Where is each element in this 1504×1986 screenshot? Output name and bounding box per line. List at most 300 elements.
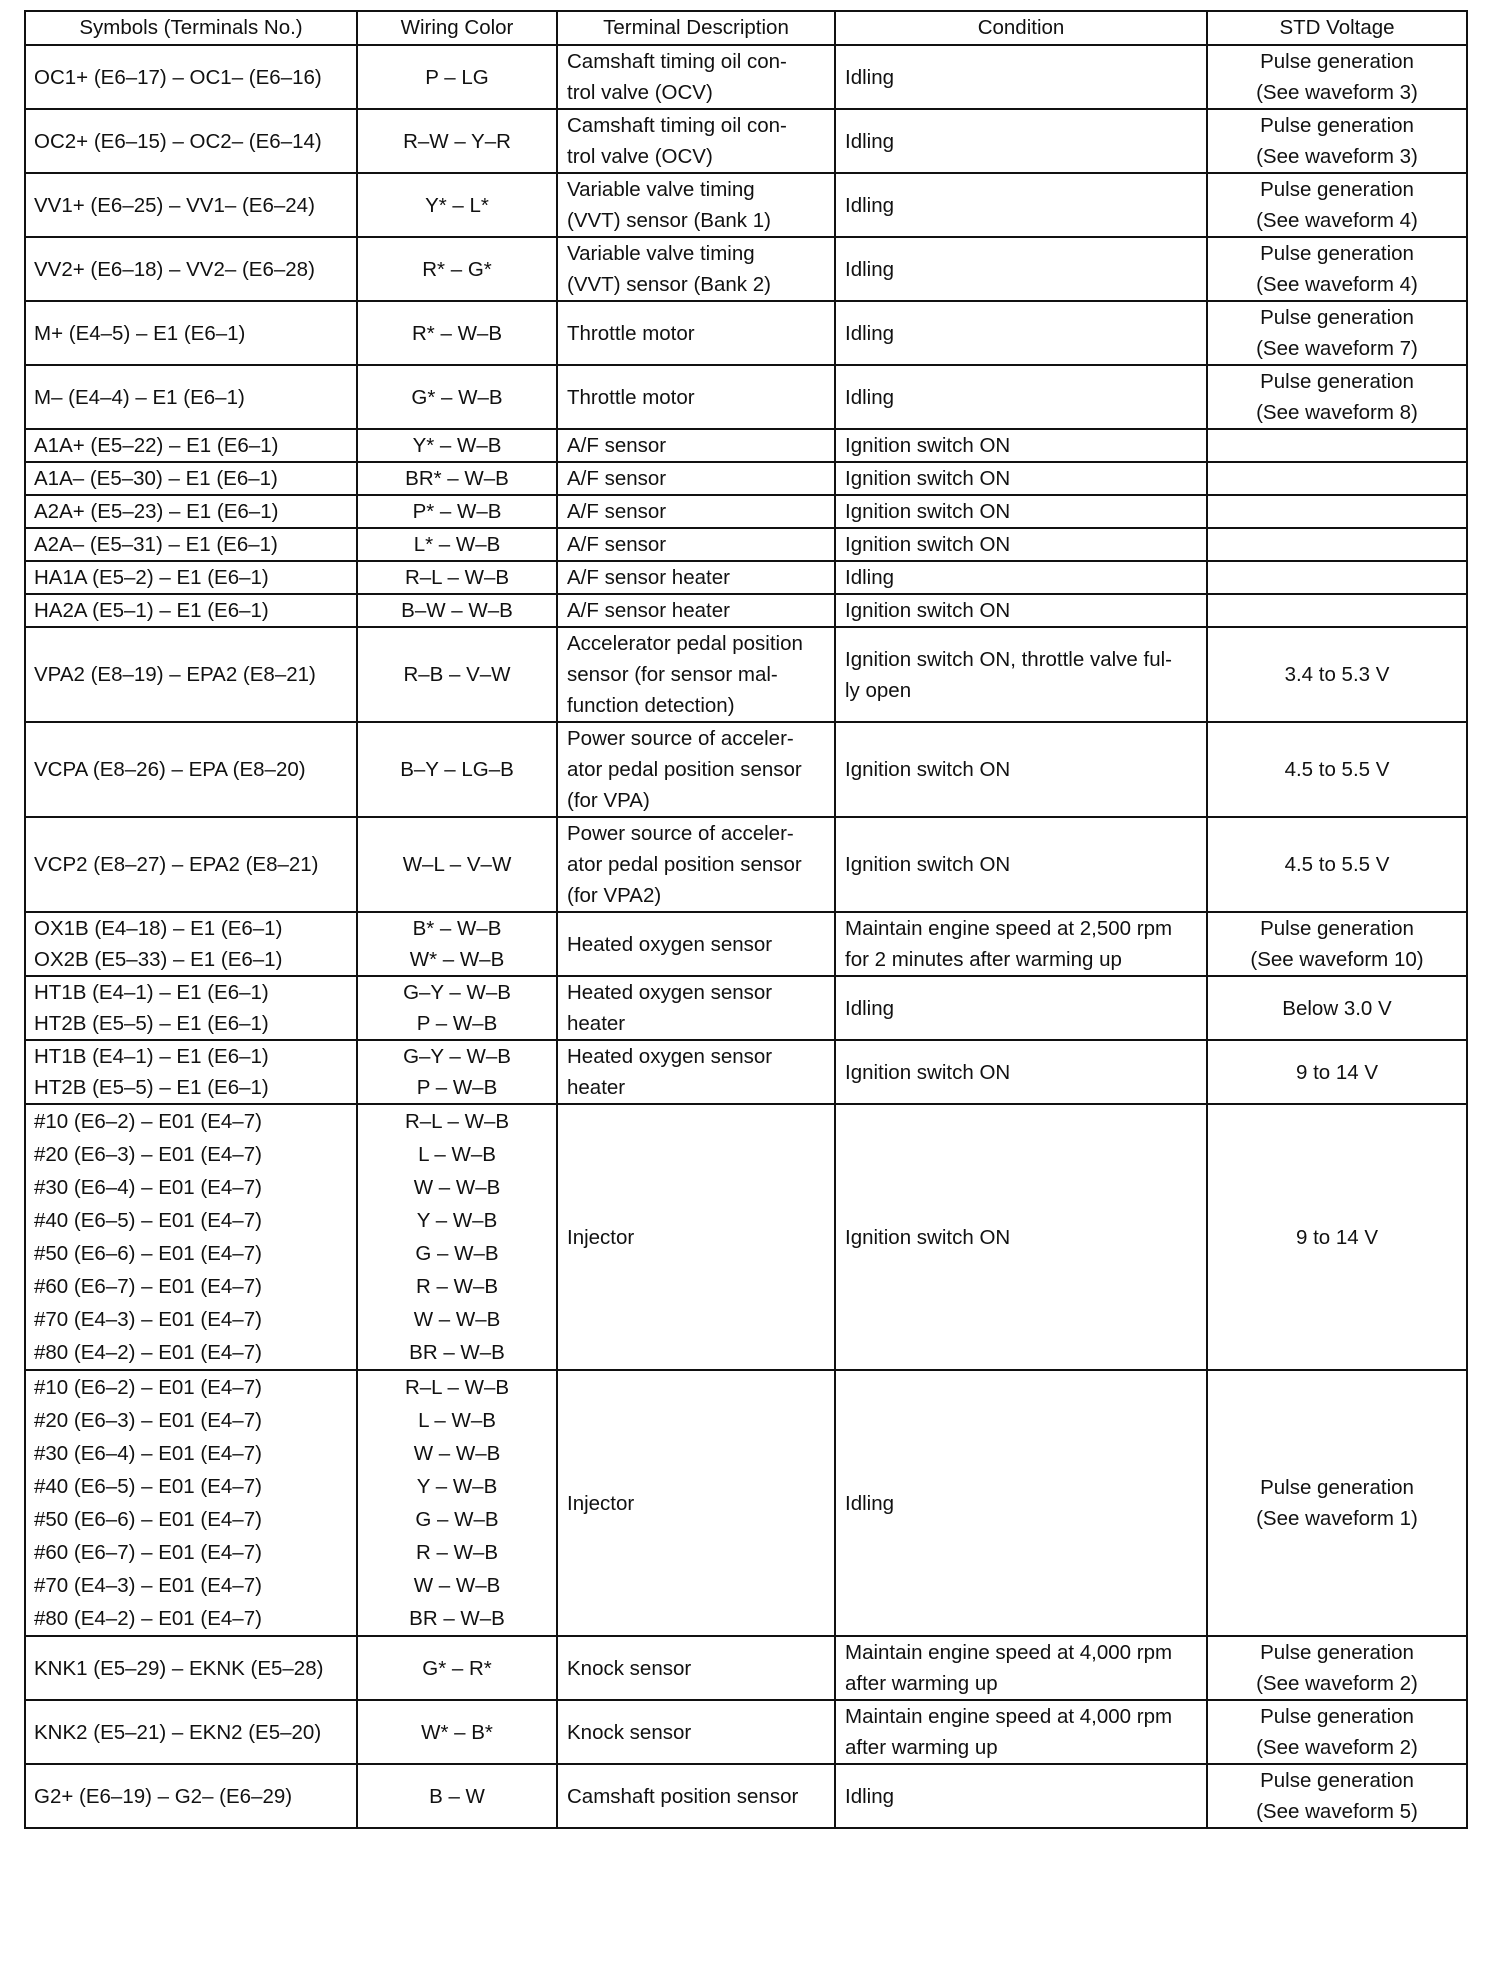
cell-std-voltage-line: Pulse generation <box>1260 1641 1414 1664</box>
cell-wiring-color-line: R–L – W–B <box>404 566 510 589</box>
cell-symbols-line: #30 (E6–4) – E01 (E4–7) <box>34 1176 262 1199</box>
table-row <box>25 1104 1467 1370</box>
cell-condition-line: Ignition switch ON <box>845 853 1011 876</box>
cell-condition-line: Ignition switch ON <box>845 434 1011 457</box>
cell-symbols <box>25 1040 357 1104</box>
cell-terminal-description-line: Heated oxygen sensor <box>567 981 773 1004</box>
cell-terminal-description <box>557 1040 835 1104</box>
header-condition: Condition <box>835 11 1207 45</box>
cell-symbols-line: HT1B (E4–1) – E1 (E6–1) <box>34 981 269 1004</box>
cell-wiring-color-line: BR – W–B <box>409 1607 505 1630</box>
cell-wiring-color <box>357 365 557 429</box>
cell-symbols-line: HT1B (E4–1) – E1 (E6–1) <box>34 1045 269 1068</box>
cell-wiring-color <box>357 722 557 817</box>
cell-terminal-description-line: ator pedal position sensor <box>567 853 802 876</box>
cell-std-voltage <box>1207 1370 1467 1636</box>
cell-std-voltage <box>1207 1636 1467 1700</box>
cell-std-voltage-line: (See waveform 3) <box>1256 81 1418 104</box>
cell-condition <box>835 429 1207 462</box>
cell-symbols-line: #70 (E4–3) – E01 (E4–7) <box>34 1574 262 1597</box>
cell-wiring-color <box>357 1764 557 1828</box>
cell-condition-line: Idling <box>845 65 895 89</box>
cell-wiring-color-line: R–L – W–B <box>404 1376 510 1399</box>
cell-symbols-line: #20 (E6–3) – E01 (E4–7) <box>34 1409 262 1432</box>
cell-symbols <box>25 594 357 627</box>
cell-std-voltage <box>1207 594 1467 627</box>
cell-wiring-color-line: P – W–B <box>416 1012 498 1035</box>
cell-wiring-color <box>357 1700 557 1764</box>
cell-condition-line: after warming up <box>845 1672 998 1695</box>
cell-wiring-color-line: L – W–B <box>418 1143 496 1166</box>
cell-symbols-line: VCPA (E8–26) – EPA (E8–20) <box>34 758 306 781</box>
cell-terminal-description <box>557 1370 835 1636</box>
cell-wiring-color <box>357 495 557 528</box>
cell-wiring-color-line: L* – W–B <box>413 533 501 556</box>
cell-terminal-description-line: Injector <box>567 1225 635 1249</box>
cell-condition-line: for 2 minutes after warming up <box>845 948 1122 971</box>
cell-terminal-description-line: Camshaft position sensor <box>567 1784 799 1808</box>
cell-condition-line: Idling <box>845 321 895 345</box>
cell-symbols-line: #50 (E6–6) – E01 (E4–7) <box>34 1242 262 1265</box>
cell-condition <box>835 912 1207 976</box>
cell-condition-line: Maintain engine speed at 4,000 rpm <box>845 1705 1173 1728</box>
cell-symbols-line: OX2B (E5–33) – E1 (E6–1) <box>34 948 283 971</box>
table-row <box>25 817 1467 912</box>
cell-std-voltage-line: Pulse generation <box>1260 50 1414 73</box>
cell-symbols <box>25 1104 357 1370</box>
table-row <box>25 528 1467 561</box>
cell-wiring-color-line: G–Y – W–B <box>403 1045 511 1068</box>
cell-condition <box>835 173 1207 237</box>
cell-wiring-color-line: G–Y – W–B <box>403 981 511 1004</box>
cell-wiring-color-line: W – W–B <box>413 1176 501 1199</box>
table-row <box>25 45 1467 109</box>
cell-std-voltage-line: Below 3.0 V <box>1282 996 1392 1020</box>
cell-symbols <box>25 912 357 976</box>
cell-wiring-color-line: R* – G* <box>422 257 492 281</box>
cell-condition-line: Idling <box>845 193 895 217</box>
cell-wiring-color <box>357 561 557 594</box>
cell-symbols-line: #10 (E6–2) – E01 (E4–7) <box>34 1376 262 1399</box>
cell-condition-line: Idling <box>845 996 895 1020</box>
cell-condition-line: Idling <box>845 385 895 409</box>
cell-std-voltage-line: (See waveform 1) <box>1256 1507 1418 1530</box>
cell-symbols-line: A1A+ (E5–22) – E1 (E6–1) <box>34 434 279 457</box>
cell-symbols <box>25 495 357 528</box>
cell-symbols-line: #80 (E4–2) – E01 (E4–7) <box>34 1607 262 1630</box>
cell-terminal-description <box>557 817 835 912</box>
cell-terminal-description-line: Throttle motor <box>567 385 695 409</box>
cell-std-voltage-line: 4.5 to 5.5 V <box>1284 853 1390 876</box>
cell-condition-line: Ignition switch ON <box>845 1060 1011 1084</box>
table-row <box>25 173 1467 237</box>
table-row <box>25 561 1467 594</box>
cell-condition <box>835 1700 1207 1764</box>
cell-condition-line: Ignition switch ON <box>845 500 1011 523</box>
cell-condition-line: Ignition switch ON <box>845 1225 1011 1249</box>
cell-std-voltage-line: Pulse generation <box>1260 242 1414 265</box>
cell-wiring-color-line: B–W – W–B <box>401 599 513 622</box>
cell-symbols-line: OX1B (E4–18) – E1 (E6–1) <box>34 917 283 940</box>
cell-condition-line: Ignition switch ON <box>845 467 1011 490</box>
cell-std-voltage <box>1207 45 1467 109</box>
cell-std-voltage <box>1207 976 1467 1040</box>
cell-wiring-color <box>357 817 557 912</box>
cell-symbols <box>25 173 357 237</box>
cell-condition-line: Maintain engine speed at 4,000 rpm <box>845 1641 1173 1664</box>
cell-wiring-color-line: R–B – V–W <box>403 663 511 686</box>
cell-symbols-line: HT2B (E5–5) – E1 (E6–1) <box>34 1012 269 1035</box>
cell-symbols-line: OC1+ (E6–17) – OC1– (E6–16) <box>34 65 322 89</box>
cell-terminal-description-line: Injector <box>567 1491 635 1515</box>
cell-std-voltage-line: 3.4 to 5.3 V <box>1284 663 1390 686</box>
cell-symbols-line: #40 (E6–5) – E01 (E4–7) <box>34 1209 262 1232</box>
cell-std-voltage <box>1207 237 1467 301</box>
cell-symbols <box>25 237 357 301</box>
table-row <box>25 429 1467 462</box>
cell-wiring-color-line: P – W–B <box>416 1076 498 1099</box>
table-row <box>25 1636 1467 1700</box>
table-row <box>25 594 1467 627</box>
cell-terminal-description-line: Heated oxygen sensor <box>567 932 773 956</box>
cell-terminal-description <box>557 237 835 301</box>
cell-condition-line: Idling <box>845 1784 895 1808</box>
cell-std-voltage-line: Pulse generation <box>1260 1705 1414 1728</box>
cell-wiring-color <box>357 462 557 495</box>
cell-condition <box>835 1104 1207 1370</box>
cell-symbols-line: KNK1 (E5–29) – EKNK (E5–28) <box>34 1656 324 1680</box>
cell-symbols <box>25 365 357 429</box>
cell-symbols-line: M+ (E4–5) – E1 (E6–1) <box>34 321 246 345</box>
cell-condition <box>835 237 1207 301</box>
cell-terminal-description-line: A/F sensor heater <box>567 566 730 589</box>
table-row <box>25 1370 1467 1636</box>
cell-std-voltage-line: 9 to 14 V <box>1295 1060 1379 1084</box>
cell-terminal-description-line: (for VPA2) <box>567 884 662 907</box>
cell-std-voltage-line: (See waveform 2) <box>1256 1672 1418 1695</box>
cell-wiring-color <box>357 627 557 722</box>
cell-wiring-color-line: W – W–B <box>413 1308 501 1331</box>
cell-terminal-description <box>557 1636 835 1700</box>
cell-std-voltage <box>1207 462 1467 495</box>
cell-wiring-color <box>357 1104 557 1370</box>
cell-terminal-description-line: Accelerator pedal position <box>567 632 803 655</box>
cell-terminal-description-line: heater <box>567 1076 626 1099</box>
cell-condition <box>835 976 1207 1040</box>
table-row <box>25 722 1467 817</box>
cell-wiring-color <box>357 429 557 462</box>
cell-condition-line: Ignition switch ON, throttle valve ful- <box>845 647 1172 671</box>
cell-symbols <box>25 429 357 462</box>
table-row <box>25 912 1467 976</box>
cell-condition <box>835 1040 1207 1104</box>
cell-wiring-color-line: B – W <box>429 1784 485 1808</box>
cell-terminal-description-line: function detection) <box>567 694 735 717</box>
cell-symbols <box>25 1370 357 1636</box>
header-wiring-color: Wiring Color <box>357 11 557 45</box>
cell-terminal-description <box>557 1700 835 1764</box>
cell-std-voltage-line: 4.5 to 5.5 V <box>1284 758 1390 781</box>
cell-symbols <box>25 817 357 912</box>
cell-symbols-line: KNK2 (E5–21) – EKN2 (E5–20) <box>34 1720 322 1744</box>
cell-wiring-color-line: G* – W–B <box>411 385 503 409</box>
cell-symbols-line: VCP2 (E8–27) – EPA2 (E8–21) <box>34 853 319 876</box>
cell-symbols-line: #60 (E6–7) – E01 (E4–7) <box>34 1541 262 1564</box>
cell-std-voltage <box>1207 528 1467 561</box>
cell-std-voltage <box>1207 912 1467 976</box>
cell-std-voltage <box>1207 429 1467 462</box>
cell-symbols <box>25 1700 357 1764</box>
cell-terminal-description-line: (VVT) sensor (Bank 2) <box>567 273 771 296</box>
cell-wiring-color-line: W – W–B <box>413 1442 501 1465</box>
cell-std-voltage-line: 9 to 14 V <box>1295 1225 1379 1249</box>
cell-terminal-description <box>557 109 835 173</box>
cell-symbols-line: HA2A (E5–1) – E1 (E6–1) <box>34 599 269 622</box>
cell-condition <box>835 462 1207 495</box>
cell-condition <box>835 627 1207 722</box>
cell-symbols-line: OC2+ (E6–15) – OC2– (E6–14) <box>34 129 322 153</box>
cell-symbols-line: #80 (E4–2) – E01 (E4–7) <box>34 1341 262 1364</box>
cell-symbols-line: A2A+ (E5–23) – E1 (E6–1) <box>34 500 279 523</box>
header-std-voltage: STD Voltage <box>1207 11 1467 45</box>
table-row <box>25 1700 1467 1764</box>
cell-condition <box>835 1764 1207 1828</box>
cell-terminal-description <box>557 462 835 495</box>
cell-std-voltage <box>1207 301 1467 365</box>
cell-condition <box>835 817 1207 912</box>
cell-std-voltage <box>1207 173 1467 237</box>
cell-symbols-line: #10 (E6–2) – E01 (E4–7) <box>34 1110 262 1133</box>
table-row <box>25 1040 1467 1104</box>
table-row <box>25 627 1467 722</box>
cell-condition-line: Ignition switch ON <box>845 533 1011 556</box>
cell-terminal-description-line: (VVT) sensor (Bank 1) <box>567 209 771 232</box>
cell-std-voltage-line: Pulse generation <box>1260 1476 1414 1499</box>
cell-terminal-description-line: heater <box>567 1012 626 1035</box>
cell-terminal-description <box>557 528 835 561</box>
cell-wiring-color <box>357 976 557 1040</box>
cell-wiring-color-line: W* – W–B <box>409 948 505 971</box>
cell-wiring-color <box>357 1370 557 1636</box>
cell-symbols <box>25 627 357 722</box>
cell-symbols-line: #40 (E6–5) – E01 (E4–7) <box>34 1475 262 1498</box>
cell-terminal-description-line: Power source of acceler- <box>567 727 794 750</box>
cell-std-voltage <box>1207 561 1467 594</box>
table-row <box>25 365 1467 429</box>
cell-std-voltage-line: (See waveform 4) <box>1256 209 1418 232</box>
cell-terminal-description-line: Camshaft timing oil con- <box>567 50 787 73</box>
cell-condition <box>835 45 1207 109</box>
cell-condition <box>835 301 1207 365</box>
table-body <box>25 45 1467 1828</box>
cell-condition <box>835 1636 1207 1700</box>
cell-std-voltage-line: (See waveform 10) <box>1250 948 1424 971</box>
cell-symbols <box>25 722 357 817</box>
cell-condition-line: Idling <box>845 566 895 589</box>
cell-condition <box>835 365 1207 429</box>
cell-wiring-color-line: L – W–B <box>418 1409 496 1432</box>
cell-std-voltage <box>1207 627 1467 722</box>
cell-wiring-color <box>357 237 557 301</box>
cell-std-voltage-line: Pulse generation <box>1260 306 1414 329</box>
cell-wiring-color-line: P – LG <box>425 65 489 89</box>
cell-terminal-description <box>557 1104 835 1370</box>
cell-symbols-line: #60 (E6–7) – E01 (E4–7) <box>34 1275 262 1298</box>
cell-wiring-color-line: G – W–B <box>415 1242 499 1265</box>
cell-terminal-description-line: (for VPA) <box>567 789 650 812</box>
cell-terminal-description-line: A/F sensor <box>567 467 667 490</box>
cell-wiring-color-line: W* – B* <box>421 1720 493 1744</box>
cell-wiring-color <box>357 1636 557 1700</box>
cell-wiring-color-line: Y* – L* <box>425 193 489 217</box>
cell-condition <box>835 1370 1207 1636</box>
cell-terminal-description-line: Variable valve timing <box>567 178 755 201</box>
cell-symbols <box>25 109 357 173</box>
cell-std-voltage <box>1207 1700 1467 1764</box>
cell-std-voltage <box>1207 817 1467 912</box>
cell-symbols <box>25 561 357 594</box>
cell-std-voltage-line: (See waveform 8) <box>1256 401 1418 424</box>
cell-std-voltage-line: (See waveform 5) <box>1256 1800 1418 1823</box>
cell-terminal-description <box>557 627 835 722</box>
cell-std-voltage-line: (See waveform 4) <box>1256 273 1418 296</box>
cell-terminal-description-line: Knock sensor <box>567 1656 692 1680</box>
cell-std-voltage-line: Pulse generation <box>1260 1769 1414 1792</box>
cell-condition <box>835 528 1207 561</box>
cell-terminal-description <box>557 976 835 1040</box>
cell-terminal-description-line: A/F sensor <box>567 434 667 457</box>
cell-terminal-description <box>557 301 835 365</box>
cell-terminal-description-line: A/F sensor heater <box>567 599 730 622</box>
cell-terminal-description-line: Knock sensor <box>567 1720 692 1744</box>
cell-std-voltage <box>1207 1104 1467 1370</box>
table-row <box>25 462 1467 495</box>
cell-std-voltage-line: (See waveform 2) <box>1256 1736 1418 1759</box>
cell-terminal-description-line: trol valve (OCV) <box>567 81 713 104</box>
cell-condition <box>835 561 1207 594</box>
cell-symbols-line: #70 (E4–3) – E01 (E4–7) <box>34 1308 262 1331</box>
cell-terminal-description-line: A/F sensor <box>567 533 667 556</box>
cell-symbols <box>25 1636 357 1700</box>
cell-wiring-color <box>357 912 557 976</box>
cell-symbols <box>25 301 357 365</box>
cell-condition-line: ly open <box>845 678 912 702</box>
cell-wiring-color <box>357 301 557 365</box>
cell-symbols-line: VV1+ (E6–25) – VV1– (E6–24) <box>34 193 315 217</box>
table-row <box>25 1764 1467 1828</box>
cell-terminal-description <box>557 173 835 237</box>
cell-symbols <box>25 45 357 109</box>
cell-terminal-description <box>557 722 835 817</box>
cell-condition <box>835 722 1207 817</box>
cell-condition-line: Ignition switch ON <box>845 758 1011 781</box>
cell-wiring-color-line: G* – R* <box>422 1656 492 1680</box>
cell-condition-line: Idling <box>845 1491 895 1515</box>
cell-wiring-color-line: Y – W–B <box>416 1209 498 1232</box>
cell-std-voltage-line: (See waveform 7) <box>1256 337 1418 360</box>
cell-wiring-color-line: Y – W–B <box>416 1475 498 1498</box>
cell-terminal-description <box>557 429 835 462</box>
cell-std-voltage <box>1207 1764 1467 1828</box>
cell-wiring-color-line: W–L – V–W <box>402 853 512 876</box>
cell-symbols-line: #50 (E6–6) – E01 (E4–7) <box>34 1508 262 1531</box>
cell-terminal-description <box>557 594 835 627</box>
cell-wiring-color-line: G – W–B <box>415 1508 499 1531</box>
cell-condition-line: Idling <box>845 129 895 153</box>
cell-condition <box>835 594 1207 627</box>
cell-symbols-line: A1A– (E5–30) – E1 (E6–1) <box>34 467 278 490</box>
cell-symbols-line: #20 (E6–3) – E01 (E4–7) <box>34 1143 262 1166</box>
cell-std-voltage-line: (See waveform 3) <box>1256 145 1418 168</box>
cell-terminal-description <box>557 365 835 429</box>
cell-condition-line: after warming up <box>845 1736 998 1759</box>
cell-symbols-line: #30 (E6–4) – E01 (E4–7) <box>34 1442 262 1465</box>
cell-wiring-color <box>357 594 557 627</box>
cell-wiring-color-line: BR* – W–B <box>405 467 509 490</box>
cell-symbols <box>25 976 357 1040</box>
cell-terminal-description <box>557 561 835 594</box>
cell-terminal-description-line: sensor (for sensor mal- <box>567 663 778 686</box>
cell-symbols-line: VPA2 (E8–19) – EPA2 (E8–21) <box>34 663 316 686</box>
cell-wiring-color-line: BR – W–B <box>409 1341 505 1364</box>
cell-terminal-description-line: Camshaft timing oil con- <box>567 114 787 137</box>
cell-terminal-description-line: trol valve (OCV) <box>567 145 713 168</box>
cell-wiring-color <box>357 173 557 237</box>
cell-symbols-line: A2A– (E5–31) – E1 (E6–1) <box>34 533 278 556</box>
cell-terminal-description <box>557 1764 835 1828</box>
cell-wiring-color-line: B* – W–B <box>412 917 502 940</box>
cell-std-voltage-line: Pulse generation <box>1260 114 1414 137</box>
header-terminal-description: Terminal Description <box>557 11 835 45</box>
cell-symbols <box>25 462 357 495</box>
header-symbols: Symbols (Terminals No.) <box>25 11 357 45</box>
cell-condition-line: Ignition switch ON <box>845 599 1011 622</box>
cell-std-voltage-line: Pulse generation <box>1260 370 1414 393</box>
cell-terminal-description-line: Heated oxygen sensor <box>567 1045 773 1068</box>
cell-wiring-color-line: R–L – W–B <box>404 1110 510 1133</box>
cell-terminal-description <box>557 912 835 976</box>
cell-condition <box>835 495 1207 528</box>
cell-symbols-line: M– (E4–4) – E1 (E6–1) <box>34 385 245 409</box>
cell-terminal-description-line: Power source of acceler- <box>567 822 794 845</box>
cell-wiring-color-line: P* – W–B <box>412 500 502 523</box>
header-row <box>25 11 1467 45</box>
table-row <box>25 109 1467 173</box>
terminal-table <box>24 10 1468 1829</box>
cell-wiring-color <box>357 1040 557 1104</box>
cell-wiring-color <box>357 45 557 109</box>
cell-wiring-color-line: R – W–B <box>415 1541 499 1564</box>
cell-std-voltage-line: Pulse generation <box>1260 178 1414 201</box>
cell-wiring-color <box>357 109 557 173</box>
cell-wiring-color-line: B–Y – LG–B <box>400 758 514 781</box>
cell-wiring-color-line: R* – W–B <box>412 321 502 345</box>
cell-wiring-color-line: R–W – Y–R <box>403 129 511 153</box>
cell-symbols-line: VV2+ (E6–18) – VV2– (E6–28) <box>34 257 315 281</box>
cell-symbols-line: G2+ (E6–19) – G2– (E6–29) <box>34 1784 293 1808</box>
cell-std-voltage <box>1207 495 1467 528</box>
table-row <box>25 495 1467 528</box>
cell-symbols <box>25 1764 357 1828</box>
cell-wiring-color-line: W – W–B <box>413 1574 501 1597</box>
cell-std-voltage-line: Pulse generation <box>1260 917 1414 940</box>
table-row <box>25 976 1467 1040</box>
cell-terminal-description-line: Throttle motor <box>567 321 695 345</box>
cell-condition <box>835 109 1207 173</box>
cell-terminal-description-line: A/F sensor <box>567 500 667 523</box>
cell-wiring-color-line: Y* – W–B <box>412 434 502 457</box>
cell-std-voltage <box>1207 109 1467 173</box>
